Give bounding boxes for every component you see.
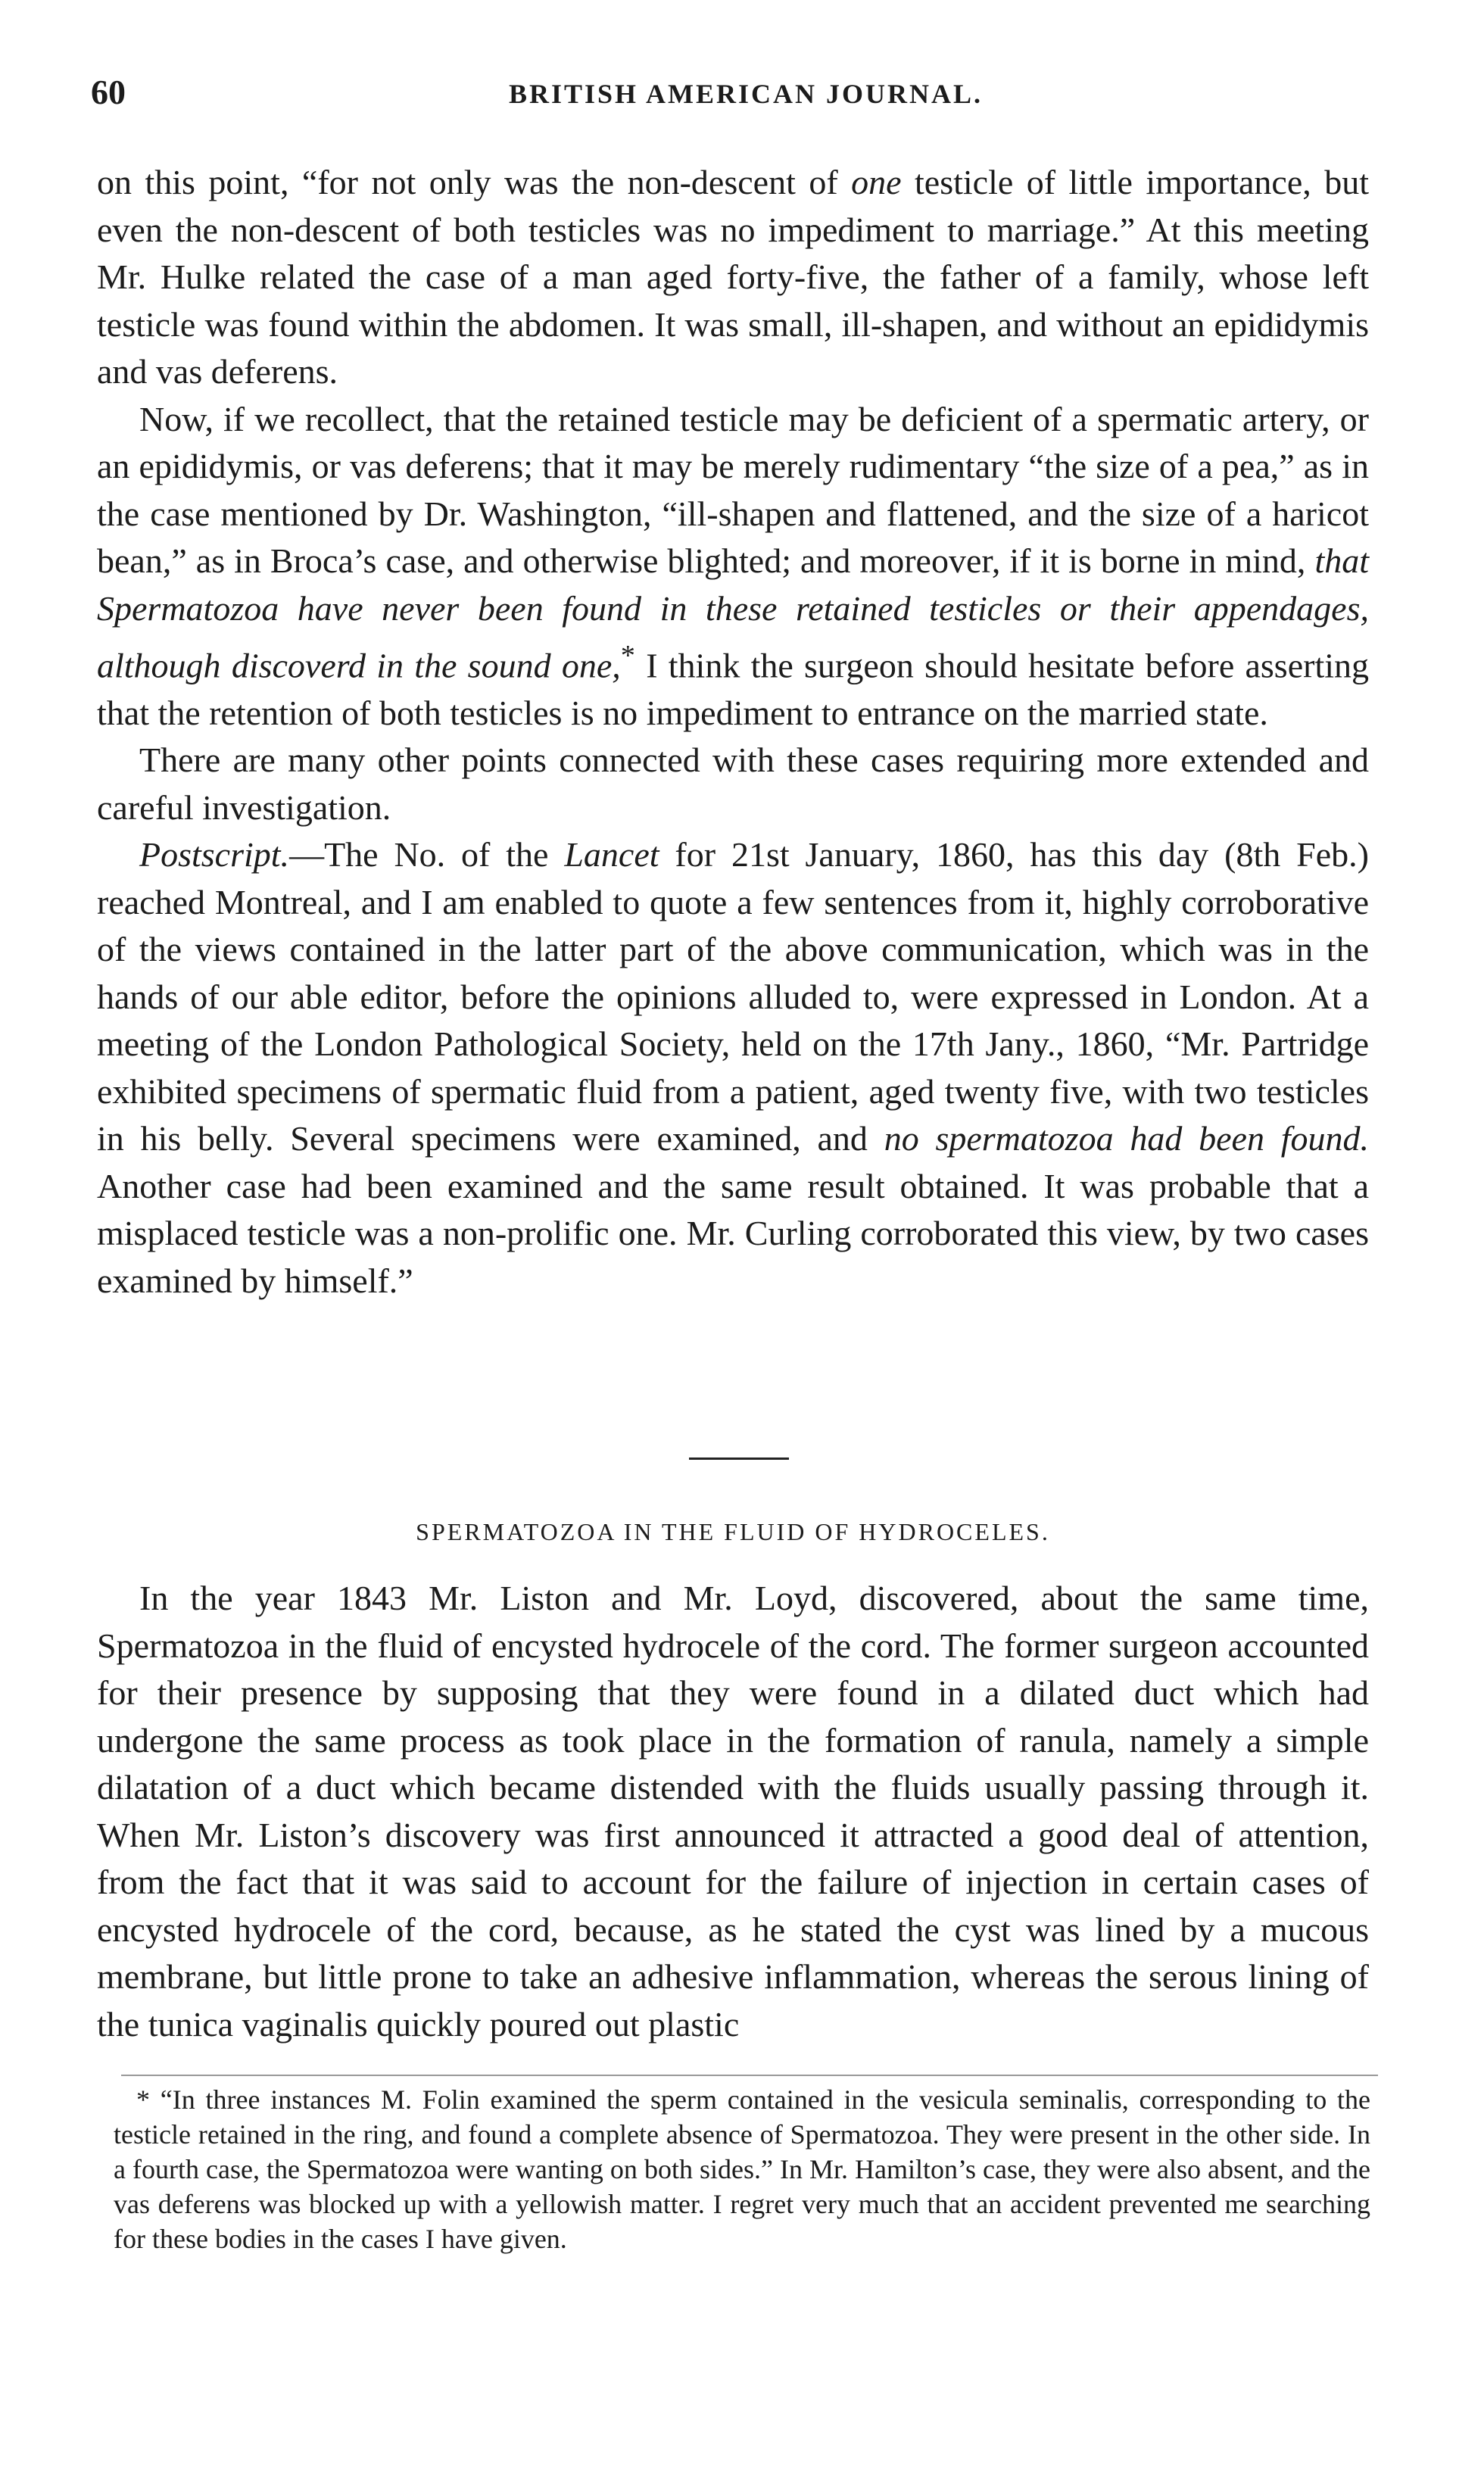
- footnote-reference: *: [620, 640, 635, 672]
- section-text: [97, 1575, 1369, 2048]
- postscript-text-b: for 21st January, 1860, has this day (8th Feb.) reached Montreal, and I am enabled to quote a few sentences from it, highly corroborative of the views contained in the latter part of the above communication, which was in the hands of our able editor, before the opinions alluded to, were expressed in London. At a meeting of the London Pathological Society, held on the 17th Jany., 1860, “Mr. Partridge exhibited specimens of spermatic fluid from a patient, aged twenty five, with two testicles in his belly. Several specimens were examined, and: [97, 835, 1369, 1158]
- section-paragraph-1: In the year 1843 Mr. Liston and Mr. Loyd, discovered, about the same time, Spermatozoa in the fluid of encysted hydrocele of the cord. The former surgeon accounted for their presence by supposing that they were found in a dilated duct which had undergone the same process as took place in the formation of ranula, namely a simple dilatation of a duct which became distended with the fluids usually passing through it. When Mr. Liston’s discovery was first announced it attracted a good deal of attention, from the fact that it was said to account for the failure of injection in certain cases of encysted hydrocele of the cord, because, as he stated the cyst was lined by a mucous membrane, but little prone to take an adhesive inflammation, whereas the serous lining of the tunica vaginalis quickly poured out plastic: [97, 1579, 1369, 2044]
- postscript-emphasis: no spermatozoa had been found.: [884, 1119, 1369, 1158]
- paragraph-2: [97, 396, 1369, 737]
- postscript-paragraph: [97, 831, 1369, 1305]
- paragraph-2-text-a: Now, if we recollect, that the retained testicle may be deficient of a spermatic artery, or an epididymis, or vas deferens; that it may be merely rudimentary “the size of a pea,” as in the case mentioned by Dr. Washington, “ill-shapen and flattened, and the size of a haricot bean,” as in Broca’s case, and otherwise blighted; and moreover, if it is borne in mind,: [97, 399, 1369, 580]
- main-article-text: [97, 159, 1369, 1305]
- paragraph-3: There are many other points connected with these cases requiring more extended and careful investigation.: [97, 740, 1369, 827]
- footnote-rule: [121, 2075, 1378, 2076]
- journal-name: Lancet: [564, 835, 659, 874]
- section-heading: SPERMATOZOA IN THE FLUID OF HYDROCELES.: [416, 1518, 1050, 1545]
- paragraph-2-emphasis: that Spermatozoa have never been found in these retained testicles or their appendages, although discoverd in the sound one,: [97, 541, 1369, 685]
- running-title: BRITISH AMERICAN JOURNAL.: [508, 79, 984, 109]
- footnote-paragraph: [114, 2082, 1370, 2256]
- paragraph-1-emphasis: one: [851, 163, 902, 201]
- footnote-mark: *: [136, 2084, 150, 2115]
- postscript-text-a: —The No. of the: [289, 835, 565, 874]
- section-divider: [689, 1458, 789, 1460]
- paragraph-2-text-b: I think the surgeon should hesitate before asserting that the retention of both testicles is no impediment to entrance on the married state.: [97, 646, 1370, 732]
- postscript-label: Postscript.: [139, 835, 290, 874]
- paragraph-1-text-a: on this point, “for not only was the non-descent of: [97, 163, 852, 201]
- page-header: [91, 72, 1401, 125]
- footnote-text: “In three instances M. Folin examined the sperm contained in the vesicula seminalis, corresponding to the testicle retained in the ring, and found a complete absence of Spermatozoa. They were present in the other side. In a fourth case, the Spermatozoa were wanting on both sides.” In Mr. Hamilton’s case, they were also absent, and the vas deferens was blocked up with a yellowish matter. I regret very much that an accident prevented me searching for these bodies in the cases I have given.: [114, 2084, 1370, 2254]
- footnote: [114, 2082, 1370, 2256]
- paragraph-1: [97, 159, 1369, 396]
- postscript-text-c: Another case had been examined and the same result obtained. It was probable that a misplaced testicle was a non-prolific one. Mr. Curling corroborated this view, by two cases examined by himself.”: [97, 1166, 1369, 1300]
- paragraph-1-text-b: testicle of little importance, but even the non-descent of both testicles was no impediment to marriage.” At this meeting Mr. Hulke related the case of a man aged forty-five, the father of a family, whose left testicle was found within the abdomen. It was small, ill-shapen, and without an epididymis and vas deferens.: [97, 163, 1369, 391]
- page-number: 60: [91, 73, 126, 111]
